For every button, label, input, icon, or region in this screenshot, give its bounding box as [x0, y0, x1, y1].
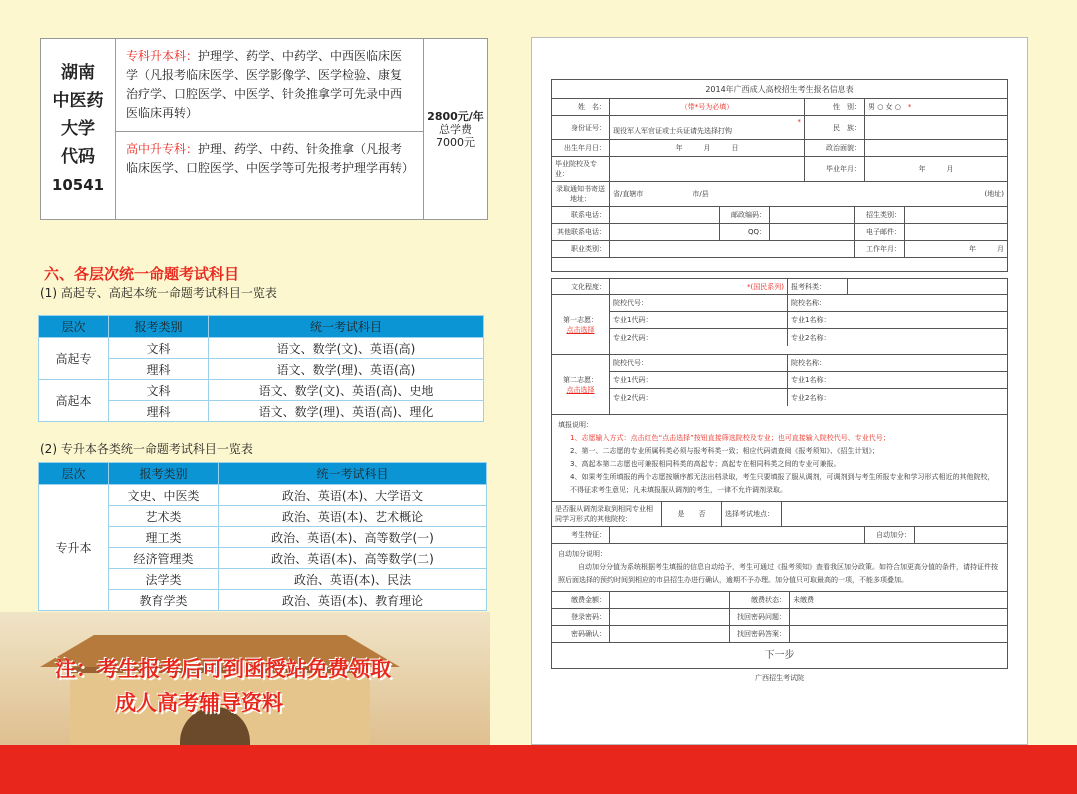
- id-input[interactable]: * 现役军人军官证或士兵证请先选择打钩: [610, 116, 805, 139]
- school-line: 代码: [61, 147, 95, 167]
- subjects-cell: 政治、英语(本)、教育理论: [219, 590, 487, 611]
- exam-site-label: 选择考试地点：: [722, 502, 782, 526]
- school-name-2: 院校名称：: [791, 359, 826, 367]
- school-code-2[interactable]: 院校代号：: [610, 355, 788, 371]
- note-line-1: 注：考生报考后可到函授站免费领取: [55, 657, 391, 681]
- type-cell: 文史、中医类: [109, 485, 219, 506]
- major1-code-1[interactable]: 专业1代码：: [610, 312, 788, 328]
- subjects-cell: 政治、英语(本)、高等数学(二): [219, 548, 487, 569]
- note-item: 4、如果考生所填报的两个志愿按顺序都无法出档录取，考生只要填报了服从调剂，可调剂到与考生所报专业和学习形式相近的其他院校，不得征求考生意见；凡未填报服从调剂的考生，一律不允许调剂录取。: [570, 473, 995, 494]
- password-input[interactable]: [610, 609, 730, 625]
- major2-code-1[interactable]: 专业2代码：: [610, 329, 788, 346]
- grad-school-input[interactable]: [610, 157, 805, 181]
- type-cell: 理科: [109, 401, 209, 422]
- addr-input[interactable]: 省/直辖市 市/县 (地址): [613, 190, 1004, 198]
- major2-code-2[interactable]: 专业2代码：: [610, 389, 788, 406]
- grad-date-label: 毕业年月：: [805, 157, 865, 181]
- zip-input[interactable]: [770, 207, 855, 223]
- note-item: 3、高起本第二志愿也可兼报相同科类的高起专；高起专在相同科类之间的专业可兼报。: [570, 460, 841, 468]
- zsb-text: 护理学、药学、中药学、中西医临床医学（凡报考临床医学、医学影像学、医学检验、康复治疗学、口腔医学、中医学、针灸推拿学可先录中西医临床再转）: [126, 49, 403, 120]
- politics-label: 政治面貌：: [805, 140, 865, 156]
- type-cell: 教育学类: [109, 590, 219, 611]
- fee-status-value: 未缴费: [793, 596, 814, 604]
- major2-name-1: 专业2名称：: [791, 333, 831, 342]
- choice2-label: 第二志愿：: [563, 375, 598, 384]
- exam-site-select[interactable]: [782, 502, 1007, 526]
- grad-date-input[interactable]: 年 月: [918, 165, 954, 173]
- subjects-cell: 语文、数学(理)、英语(高)、理化: [209, 401, 484, 422]
- email-label: 电子邮件：: [855, 224, 905, 240]
- subject-select[interactable]: [848, 279, 1007, 294]
- level-cell: 专升本: [39, 485, 109, 611]
- next-step-button[interactable]: 下一步: [764, 650, 795, 661]
- other-phone-label: 其他联系电话：: [552, 224, 610, 240]
- th-level: 层次: [39, 316, 109, 338]
- major1-name-2: 专业1名称：: [791, 376, 831, 384]
- school-cell: [41, 39, 116, 219]
- zsb-head: 专科升本科：: [126, 49, 199, 63]
- choice1-label: 第一志愿：: [563, 315, 598, 324]
- category-select[interactable]: [905, 207, 1007, 223]
- subjects-cell: 政治、英语(本)、艺术概论: [219, 506, 487, 527]
- password-confirm-input[interactable]: [610, 626, 730, 642]
- feature-select[interactable]: [610, 527, 865, 543]
- level-cell: 高起本: [39, 380, 109, 422]
- id-label: 身份证号：: [552, 116, 610, 139]
- fee-total-label: 总学费: [439, 122, 472, 136]
- fee-status-label: 缴费状态：: [730, 592, 790, 608]
- note-banner: [55, 652, 391, 720]
- note-line-2: 成人高考辅导资料: [115, 691, 283, 715]
- type-cell: 文科: [109, 380, 209, 401]
- question-label: 找回密码问题：: [730, 609, 790, 625]
- school-code: 10541: [51, 176, 105, 194]
- instructions: [551, 415, 1008, 502]
- program-table: [40, 38, 488, 220]
- adjust-label: 是否服从调剂录取到相同专业相同学习形式的其他院校：: [552, 502, 662, 526]
- work-years-input[interactable]: 年 月: [969, 245, 1004, 253]
- gender-radio[interactable]: 男 ○ 女 ○ *: [868, 103, 912, 111]
- subjects-cell: 语文、数学(文)、英语(高): [209, 338, 484, 359]
- gender-label: 性 别：: [805, 99, 865, 115]
- fee-amount-value: [610, 592, 730, 608]
- form-title: 2014年广西成人高校招生考生报名信息表: [551, 79, 1008, 99]
- gqz-head: 高中升专科：: [126, 142, 199, 156]
- qq-label: QQ：: [720, 224, 770, 240]
- gqz-cell: [116, 131, 423, 219]
- office-footer: 广西招生考试院: [755, 674, 804, 682]
- school-line: 湖南: [61, 63, 95, 83]
- question-input[interactable]: [790, 609, 1007, 625]
- subjects-cell: 政治、英语(本)、民法: [219, 569, 487, 590]
- note-item: 1、志愿输入方式：点击红色“点击选择”按钮直接筛选院校及专业；也可直接输入院校代号、专业代号；: [570, 434, 890, 442]
- phone-input[interactable]: [610, 207, 720, 223]
- th-subjects: 统一考试科目: [209, 316, 484, 338]
- answer-input[interactable]: [790, 626, 1007, 642]
- password-label: 登录密码：: [552, 609, 610, 625]
- fee-amount-label: 缴费金额：: [552, 592, 610, 608]
- email-input[interactable]: [905, 224, 1007, 240]
- edu-select[interactable]: *(国民系列): [610, 279, 788, 294]
- bottom-band: [0, 745, 1077, 794]
- bonus-title: 自动加分说明：: [558, 550, 607, 558]
- phone-label: 联系电话：: [552, 207, 610, 223]
- gqz-text: 护理、药学、中药、针灸推拿（凡报考临床医学、口腔医学、中医学等可先报考护理学再转）: [126, 142, 415, 175]
- school-name-1: 院校名称：: [791, 299, 826, 307]
- work-years-label: 工作年月：: [855, 241, 905, 257]
- job-select[interactable]: [610, 241, 855, 257]
- subjects-cell: 语文、数学(文)、英语(高)、史地: [209, 380, 484, 401]
- fee-per-year: 2800元/年: [427, 109, 484, 123]
- subjects-cell: 语文、数学(理)、英语(高): [209, 359, 484, 380]
- birth-input[interactable]: 年 月 日: [610, 140, 805, 156]
- zsb-cell: [116, 39, 423, 131]
- nation-label: 民 族：: [805, 116, 865, 139]
- bonus-label: 自动加分：: [865, 527, 915, 543]
- bonus-text: 自动加分分值为系统根据考生填报的信息自动给予，考生可通过《报考须知》查看我区加分政策。如符合加更高分值的条件，请持证件按照后面选择的预约时间到相应的市县招生办进行确认，逾期不予办理。加分值只可取最高的一项，不能多项叠加。: [558, 563, 998, 584]
- birth-label: 出生年月日：: [552, 140, 610, 156]
- other-phone-input[interactable]: [610, 224, 720, 240]
- th-type: 报考类别: [109, 463, 219, 485]
- th-level: 层次: [39, 463, 109, 485]
- password-confirm-label: 密码确认：: [552, 626, 610, 642]
- fee-cell: [424, 39, 487, 219]
- exam-table-2: [38, 462, 487, 611]
- choice2-pick-link[interactable]: 点击选择: [566, 385, 595, 394]
- subtitle-2: (2) 专升本各类统一命题考试科目一览表: [40, 442, 253, 456]
- adjust-radio[interactable]: 是 否: [662, 502, 722, 526]
- name-label: 姓 名：: [552, 99, 610, 115]
- school-line: 大学: [61, 119, 95, 139]
- type-cell: 文科: [109, 338, 209, 359]
- subject-label: 报考科类：: [788, 279, 848, 294]
- type-cell: 经济管理类: [109, 548, 219, 569]
- subjects-cell: 政治、英语(本)、大学语文: [219, 485, 487, 506]
- zip-label: 邮政编码：: [720, 207, 770, 223]
- note-item: 2、第一、二志愿的专业所属科类必须与报考科类一致；相应代码请查阅《报考须知》、《招生计划》；: [570, 447, 879, 455]
- subjects-cell: 政治、英语(本)、高等数学(一): [219, 527, 487, 548]
- school-line: 中医药: [52, 91, 104, 111]
- major1-code-2[interactable]: 专业1代码：: [610, 372, 788, 388]
- bonus-info: [551, 544, 1008, 592]
- edu-label: 文化程度：: [552, 279, 610, 294]
- addr-label: 录取通知书寄送地址：: [552, 182, 610, 206]
- politics-select[interactable]: [865, 140, 1007, 156]
- type-cell: 法学类: [109, 569, 219, 590]
- type-cell: 理科: [109, 359, 209, 380]
- exam-table-1: [38, 315, 484, 422]
- type-cell: 艺术类: [109, 506, 219, 527]
- th-subjects: 统一考试科目: [219, 463, 487, 485]
- major1-name-1: 专业1名称：: [791, 316, 831, 324]
- feature-label: 考生特征：: [552, 527, 610, 543]
- th-type: 报考类别: [109, 316, 209, 338]
- answer-label: 找回密码答案：: [730, 626, 790, 642]
- category-label: 招生类别：: [855, 207, 905, 223]
- registration-form: [551, 79, 1008, 683]
- name-input[interactable]: （带*号为必填）: [610, 99, 805, 115]
- grad-school-label: 毕业院校及专业：: [552, 157, 610, 181]
- section-title: 六、各层次统一命题考试科目: [44, 265, 240, 283]
- qq-input[interactable]: [770, 224, 855, 240]
- choice1-pick-link[interactable]: 点击选择: [566, 325, 595, 334]
- level-cell: 高起专: [39, 338, 109, 380]
- type-cell: 理工类: [109, 527, 219, 548]
- bonus-value: [915, 527, 1007, 543]
- fee-total: 7000元: [436, 135, 475, 149]
- school-code-1[interactable]: 院校代号：: [610, 295, 788, 311]
- notes-title: 填报说明：: [558, 421, 593, 429]
- subtitle-1: (1) 高起专、高起本统一命题考试科目一览表: [40, 286, 277, 300]
- major2-name-2: 专业2名称：: [791, 393, 831, 402]
- nation-input[interactable]: [865, 116, 1007, 139]
- job-label: 职业类别：: [552, 241, 610, 257]
